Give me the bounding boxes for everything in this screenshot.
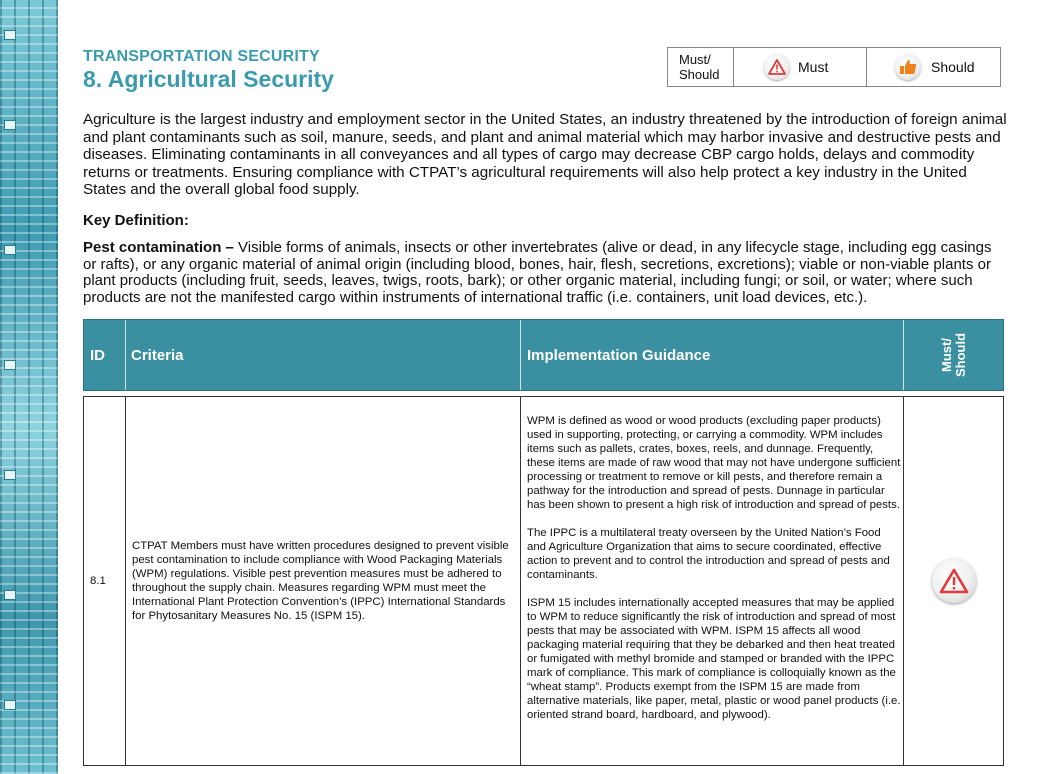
guidance-paragraph: ISPM 15 includes internationally accepted measures that may be applied to WPM to reduce significantly the risk of introduction and spread of most pests that may be associated with WPM. ISPM 15 affects all wood packaging material requiring that they be debarked and then heat treated or fumigated with methyl bromide and stamped or branded with the IPPC mark of compliance. This mark of compliance is colloquially known as the “wheat stamp”. Products exempt from the ISPM 15 are made from alternative materials, like paper, metal, plastic or wood panel products (i.e. oriented strand board, hardboard, and plywood). xyxy=(527,597,901,721)
row-guidance xyxy=(521,397,904,765)
legend-label: Must/ Should xyxy=(668,48,734,86)
row-id: 8.1 xyxy=(84,397,126,765)
thumbs-up-icon xyxy=(895,54,921,80)
column-header-id: ID xyxy=(84,320,126,390)
pest-contamination-definition xyxy=(83,240,1008,306)
row-criteria xyxy=(126,397,521,765)
row-criteria-text: CTPAT Members must have written procedures designed to prevent visible pest contamination to include compliance with Wood Packaging Materials (WPM) regulations. Visible pest prevention measures must be adhered to throughout the supply chain. Measures regarding WPM must meet the International Plant Protection Convention’s (IPPC) International Standards for Phytosanitary Measures No. 15 (ISPM 15). xyxy=(132,540,509,622)
warning-triangle-icon xyxy=(932,559,976,603)
section-kicker: TRANSPORTATION SECURITY xyxy=(83,48,320,65)
column-header-criteria: Criteria xyxy=(126,320,521,390)
guidance-paragraph: WPM is defined as wood or wood products (excluding paper products) used in supporting, protecting, or carrying a commodity. WPM includes items such as pallets, crates, boxes, reels, and dunnage. Frequently, these items are made of raw wood that may not have undergone sufficient processing or treatment to remove or kill pests, and therefore remain a pathway for the introduction and spread of pests. Dunnage in particular has been shown to present a high risk of introduction and spread of pests. xyxy=(527,415,901,511)
container-latch-icon xyxy=(4,360,16,370)
key-definition-heading: Key Definition: xyxy=(83,212,189,229)
row-must-should xyxy=(904,397,1003,765)
definition-term: Pest contamination – xyxy=(83,239,234,256)
intro-paragraph: Agriculture is the largest industry and employment sector in the United States, an industry threatened by the introduction of foreign animal and plant contaminants such as soil, manure, seeds, and plant and animal material which may harbor invasive and destructive pests and diseases. Eliminating contaminants in all conveyances and all types of cargo may decrease CBP cargo holds, delays and commodity returns or treatments. Ensuring compliance with CTPAT’s agricultural requirements will also help protect a key industry in the United States and the overall global food supply. xyxy=(83,111,1007,199)
legend-must-label: Must xyxy=(798,59,829,75)
column-header-guidance: Implementation Guidance xyxy=(521,320,904,390)
column-header-must-should xyxy=(904,320,1003,390)
container-latch-icon xyxy=(4,120,16,130)
criteria-table-header xyxy=(83,319,1004,391)
legend-should-label: Should xyxy=(931,59,975,75)
container-latch-icon xyxy=(4,30,16,40)
guidance-paragraph: The IPPC is a multilateral treaty overseen by the United Nation’s Food and Agriculture Organization that aims to secure coordinated, effective action to prevent and to control the introduction and spread of pests and contaminants. xyxy=(527,527,890,581)
container-latch-icon xyxy=(4,470,16,480)
column-header-must-should-label: Must/ Should xyxy=(938,332,968,378)
must-should-legend xyxy=(667,47,1001,87)
container-latch-icon xyxy=(4,700,16,710)
table-row xyxy=(83,396,1004,766)
legend-must xyxy=(734,48,867,86)
definition-text: Visible forms of animals, insects or other invertebrates (alive or dead, in any lifecycle stage, including egg casings or rafts), or any organic material of animal origin (including blood, bones, hair, flesh, secretions, excretions); viable or non-viable plants or plant products (including fruit, seeds, leaves, twigs, roots, bark); or other organic material, including fungi; or soil, or water; where such products are not the manifested cargo within instruments of international traffic (i.e. containers, unit load devices, etc.). xyxy=(83,239,992,306)
container-latch-icon xyxy=(4,590,16,600)
page-title: 8. Agricultural Security xyxy=(83,66,334,92)
warning-triangle-icon xyxy=(764,54,790,80)
decorative-side-strip xyxy=(0,0,58,774)
container-latch-icon xyxy=(4,245,16,255)
legend-should xyxy=(867,48,1000,86)
